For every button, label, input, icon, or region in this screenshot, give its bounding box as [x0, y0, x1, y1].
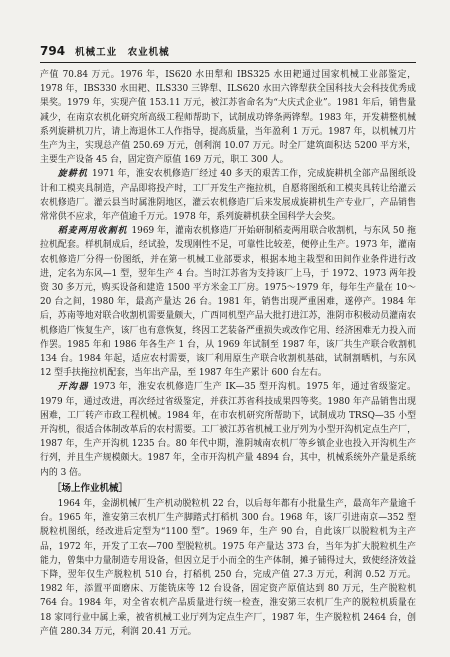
section-title: ［场上作业机械］ [52, 482, 129, 494]
paragraph-text: 1969 年，灌南农机修造厂开始研制稻麦两用联合收割机，与东风 50 拖拉机配套。样机制成后，经试验，发现刚性不足，可靠性比较差，便停止生产。1973 年，灌南农机修造厂分得一份图纸，并在第一机械工业部要求，根据本地主栽型和田间作业条件进行改进，定名为东风—1 型，翌年生产 4 台。当时江苏省为支持该厂上马，于 1972、1973 两年投资 30 多万元，购买设备和建造 1500 平方米金工厂房。1975～1979 年，每年生产量在 10～20 台之间，1980 年，最高产量达 26 台。1981 年，销售出现严重困难，遂停产。1984 年后，苏南等地对联合收割机需要量颇大，广西同机型产品大批打进江苏，淮阴市积极动员灌南农机修造厂恢复生产，该厂也有意恢复，终因工艺装备严重损失或改作它用、经济困难无力投入而作罢。1985 年和 1986 年各生产 1 台，从 1969 年试制至 1987 年，该厂共生产联合收割机 134 台。1984 年起，适应农村需要，该厂利用原生产联合收割机基础，试制割晒机，与东风 12 型手扶拖拉机配套，当年出产品，至 1987 年生产累计 600 台左右。 [40, 226, 417, 379]
paragraph-harvester [40, 224, 416, 380]
paragraph-lead: 稻麦两用收割机 [57, 226, 128, 237]
paragraph-text: 产值 70.84 万元。1976 年，IS620 水田犁和 IBS325 水田耙通过国家机械工业部鉴定，1978 年，IBS330 水田耙、ILS330 三铧犁、ILS620 水田六铧犁获全国科技大会科技优秀成果奖。1979 年，实现产值 153.11 万元，被江苏省命名为“大庆式企业”。1981 年后，销售量减少，在南京农机化研究所高级工程师帮助下，试制成功铧条两铧犁。1983 年，开发耕整机械系列旋耕机刀片，请上海退休工人作指导，提高质量，当年盈利 1 万元。1987 年，以机械刀片生产为主，实现总产值 250.69 万元，创利润 10.07 万元。时全厂建筑面积达 5200 平方米，主要生产设备 45 台，固定资产原值 169 万元，职工 300 人。 [40, 70, 416, 166]
page-header [40, 44, 416, 63]
paragraph-text: 1964 年，金湖机械厂生产机动脱粒机 22 台，以后每年都有小批量生产，最高年产量逾千台。1965 年，淮安第三农机厂生产脚踏式打稻机 300 台。1968 年，该厂引进南京—352 型脱粒机图纸，经改进后定型为“1100 型”。1969 年，生产 90 台，自此该厂以脱粒机为主产品，1972 年，开发了工农—700 型脱粒机。1975 年产量达 373 台，当年为扩大脱粒机生产能力，曾集中力量制造专用设备，但因立足于小而全的生产体制，摊子铺得过大，致使经济效益下降，翌年仅生产脱粒机 510 台，打稻机 250 台，完成产值 27.3 万元，利润 0.52 万元。1982 年，添置平面磨床、万能铣床等 12 台设备，固定资产原值达到 80 万元，生产脱粒机 764 台。1984 年，对全省农机产品质量进行统一检查，淮安第三农机厂生产的脱粒机质量在 18 家同行业中属上乘，被省机械工业厅列为定点生产厂，1987 年，生产脱粒机 2464 台，创产值 280.34 万元，利润 20.41 万元。 [40, 498, 416, 637]
paragraph-text: 1973 年，淮安农机修造厂生产 IK—35 型开沟机。1975 年，通过省级鉴定。1979 年，通过改进，再次经过省级鉴定，并获江苏省科技成果四等奖。1980 年产品销售出现困难，工厂转产市政工程机械。1984 年，在市农机研究所帮助下，试制成功 TRSQ—35 小型开沟机，很适合体制改革后的农村需要。工厂被江苏省机械工业厅列为小型开沟机定点生产厂，1987 年，生产开沟机 1235 台。80 年代中期，淮阴城南农机厂等乡镇企业也投入开沟机生产行列，并且生产规模颇大。1987 年，全市开沟机产量 4894 台，其中，机械系统外产量是系统内的 3 倍。 [40, 382, 416, 478]
paragraph-intro [40, 68, 416, 167]
paragraph-ditcher [40, 380, 416, 479]
paragraph-threshing [40, 497, 416, 639]
paragraph-lead: 旋耕机 [57, 169, 89, 180]
paragraph-lead: 开沟器 [57, 382, 89, 393]
paragraph-rotary-tiller [40, 167, 416, 224]
page-number: 794 [40, 44, 66, 58]
paragraph-text: 1971 年，淮安农机修造厂经过 40 多天的艰苦工作，完成旋耕机全部产品图纸设计和工模夹具制造，产品即将投产时，工厂开发生产拖拉机，自愿将图纸和工模夹具转让给灌云农机修造厂。灌云县当时属淮阴地区，灌云农机修造厂后来发展成旋耕机生产专业厂，产品销售常常供不应求，年产值逾千万元。1978 年，系列旋耕机获全国科学大会奖。 [40, 169, 416, 223]
page-body [40, 68, 416, 639]
running-title: 机械工业 农业机械 [75, 47, 170, 58]
